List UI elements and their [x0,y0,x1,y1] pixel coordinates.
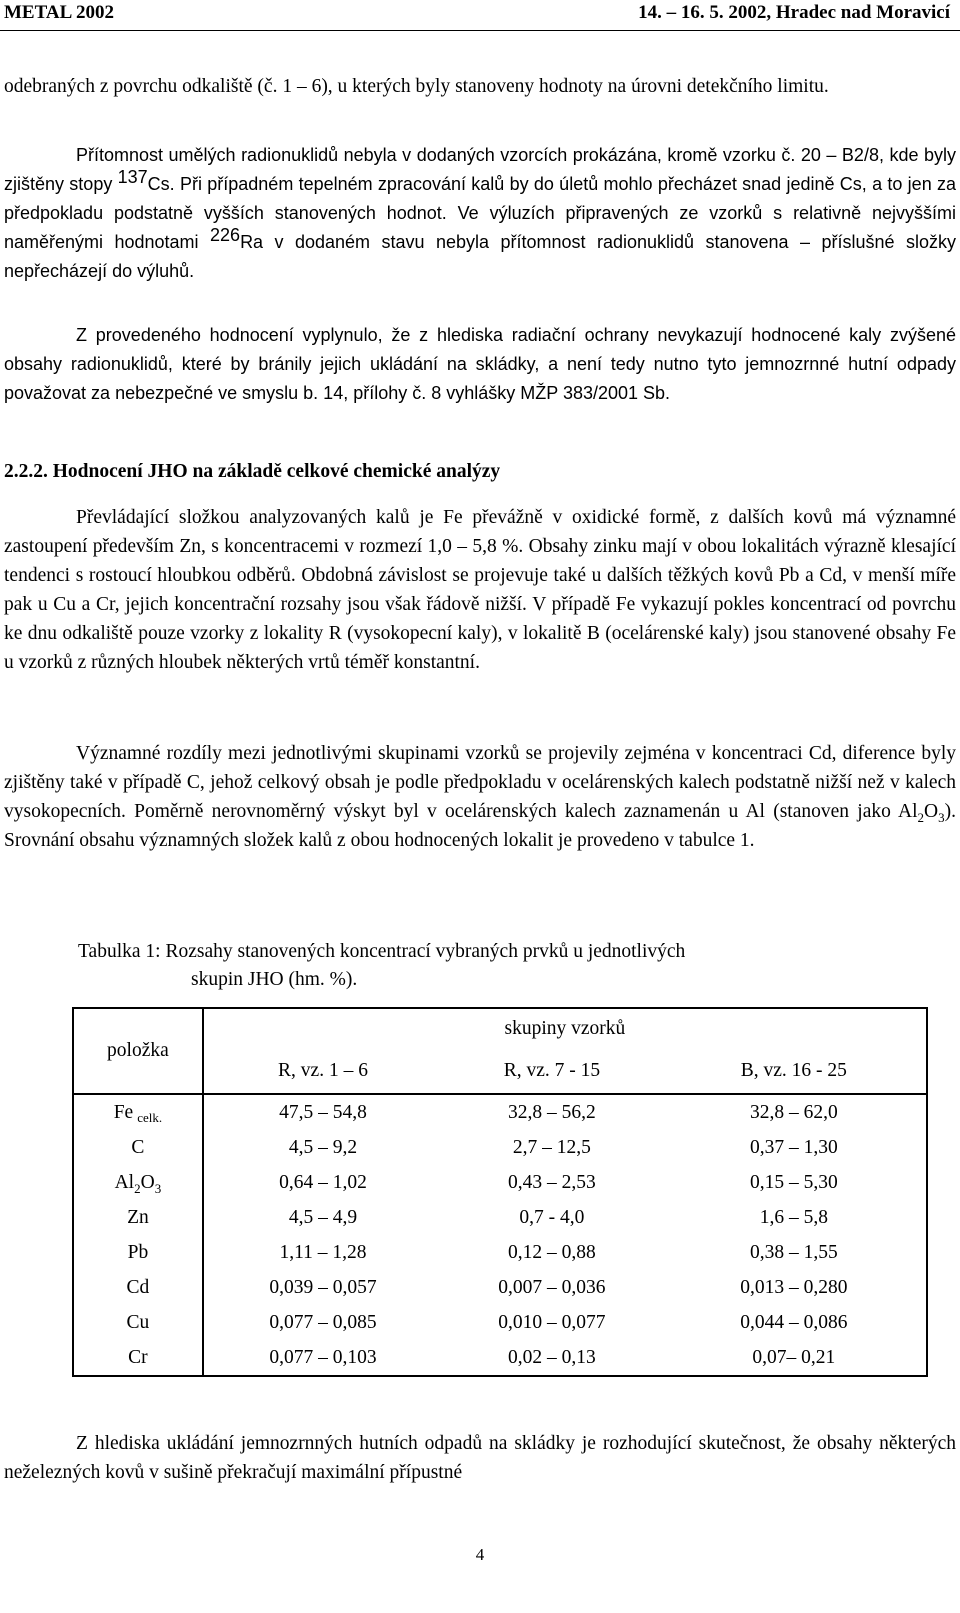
table-row [73,1270,927,1305]
table-body [73,1094,927,1376]
table-row [73,1235,927,1270]
table-cell: 0,044 – 0,086 [662,1305,927,1340]
paragraph-2 [4,141,956,286]
table-cell: 2,7 – 12,5 [512,1136,591,1158]
table-cell: 0,43 – 2,53 [508,1171,596,1193]
p2-part-b: Cs. [147,174,180,194]
p2-part-a: Přítomnost umělých radionuklidů nebyla v dodaných vzorcích prokázána, kromě vzorku č. 20 – B2/8, kde byly zjištěny stopy [4,145,956,194]
table-cell: 0,07– 0,21 [662,1340,927,1376]
row-label [73,1235,203,1270]
section-heading: 2.2.2. Hodnocení JHO na základě celkové chemické analýzy [4,461,501,482]
p2-sup-cs: 137 [117,167,148,187]
paragraph-6: Z hlediska ukládání jemnozrnných hutních odpadů na skládky je rozhodující skutečnost, že obsahy některých neželezných kovů v sušině překračují maximální přípustné [4,1433,956,1483]
caption-line-1: Tabulka 1: Rozsahy stanovených koncentrací vybraných prvků u jednotlivých [78,941,686,962]
header-polozka: položka [73,1008,203,1094]
row-label-base: Cd [126,1276,150,1298]
p5-part-a: Významné rozdíly mezi jednotlivými skupinami vzorků se projevily zejména v koncentraci Cd, diference byly zjištěny také v případě C, jehož celkový obsah je podle předpokladu v ocelárenských kalech podstatně nižší než v kalech vysokopecních. Poměrně nerovnoměrný výskyt byl v ocelárenských kalech zaznamenán u Al (stanoven jako Al [4,743,956,822]
table-cell: 32,8 – 56,2 [442,1094,661,1130]
table-row [73,1305,927,1340]
concentration-table [72,1007,928,1377]
table-row [73,1130,927,1165]
caption-line-2: skupin JHO (hm. %). [191,969,358,990]
table-cell: 0,7 - 4,0 [519,1206,585,1228]
header-skupiny: skupiny vzorků [203,1008,927,1049]
paragraph-1: odebraných z povrchu odkaliště (č. 1 – 6), u kterých byly stanoveny hodnoty na úrovni detekčního limitu. [4,76,829,97]
row-label-sub: 2 [134,1180,141,1196]
page-header [0,0,960,31]
header-col-1: R, vz. 1 – 6 [278,1060,368,1081]
p5-sub-2: 2 [917,809,925,825]
table-cell: 1,6 – 5,8 [662,1200,927,1235]
row-label-base: Cu [126,1311,150,1333]
page-number: 4 [475,1545,485,1564]
table-row [73,1200,927,1235]
table-cell: 0,077 – 0,085 [269,1311,377,1333]
row-label-sub2: 3 [154,1180,162,1196]
table-cell: 4,5 – 4,9 [288,1206,358,1228]
table-cell: 32,8 – 62,0 [662,1094,927,1130]
table-cell: 0,64 – 1,02 [279,1171,367,1193]
paragraph-4: Převládající složkou analyzovaných kalů je Fe převážně v oxidické formě, z dalších kovů má významné zastoupení především Zn, s koncentracemi v rozmezí 1,0 – 5,8 %. Obsahy zinku mají v obou lokalitách výrazně klesající tendenci s rostoucí hloubkou odběrů. Obdobná závislost se projevuje také u dalších těžkých kovů Pb a Cd, v menší míře pak u Cu a Cr, jejich koncentrační rozsahy jsou však řádově nižší. V případě Fe vykazují pokles koncentrací od povrchu ke dnu odkaliště pouze vzorky z lokality R (vysokopecní kaly), v lokalitě B (ocelárenské kaly) jsou stanovené obsahy Fe u vzorků z různých hloubek některých vrtů téměř konstantní. [4,507,956,673]
table-cell: 0,039 – 0,057 [269,1276,377,1298]
header-col-3: B, vz. 16 - 25 [662,1049,927,1094]
row-label-base: Fe [113,1101,134,1123]
table-cell: 0,15 – 5,30 [662,1165,927,1200]
row-label [73,1270,203,1305]
table-cell: 0,010 – 0,077 [498,1311,606,1333]
table-cell: 0,02 – 0,13 [442,1340,661,1376]
row-label [73,1094,203,1130]
table-row [73,1340,927,1376]
row-label [73,1165,203,1200]
table-cell: 1,11 – 1,28 [279,1241,367,1263]
table-cell: 47,5 – 54,8 [203,1094,442,1130]
paragraph-5 [4,739,956,855]
p2-sup-ra: 226 [210,225,241,245]
table-row [73,1094,927,1130]
row-label-sub: celk. [137,1110,163,1126]
paragraph-3: Z provedeného hodnocení vyplynulo, že z hlediska radiační ochrany nevykazují hodnocené kaly zvýšené obsahy radionuklidů, které by bránily jejich ukládání na skládky, a není tedy nutno tyto jemnozrnné hutní odpady považovat za nebezpečné ve smyslu b. 14, přílohy č. 8 vyhlášky MŽP 383/2001 Sb. [4,325,956,403]
p5-sub-3: 3 [938,809,945,825]
row-label-base: Zn [127,1206,149,1228]
conference-date-place: 14. – 16. 5. 2002, Hradec nad Moravicí [638,2,950,23]
row-label [73,1340,203,1376]
row-label [73,1200,203,1235]
row-label-base: C [131,1136,145,1158]
table-row [73,1165,927,1200]
table-caption [78,938,898,994]
table-cell: 0,37 – 1,30 [662,1130,927,1165]
conference-name: METAL 2002 [4,2,114,23]
header-col-2: R, vz. 7 - 15 [503,1060,601,1081]
p5-part-b: O [924,801,939,822]
p2-part-c: Při případném tepelném zpracování kalů by do úletů mohlo přecházet snad jedině Cs, a to jen za předpokladu podstatně vyšších stanovených hodnot. Ve výluzích připravených ze vzorků s relativně nejvyššími naměřenými hodnotami [4,174,956,252]
row-label [73,1305,203,1340]
row-label-base: Al [114,1171,135,1193]
table-cell: 0,013 – 0,280 [662,1270,927,1305]
row-label-base: Cr [128,1346,148,1368]
table-cell: 0,12 – 0,88 [508,1241,596,1263]
row-label [73,1130,203,1165]
table-cell: 0,007 – 0,036 [498,1276,606,1298]
table-cell: 0,077 – 0,103 [203,1340,442,1376]
row-label-base: Pb [127,1241,149,1263]
table-cell: 0,38 – 1,55 [662,1235,927,1270]
row-label-base2: O [140,1171,155,1193]
table-cell: 4,5 – 9,2 [288,1136,358,1158]
p2-part-d: Ra v dodaném stavu nebyla přítomnost radionuklidů stanovena – příslušné složky nepřecházejí do výluhů. [4,232,956,281]
p5-part-c: ). Srovnání obsahu významných složek kalů z obou hodnocených lokalit je provedeno v tabulce 1. [4,801,956,851]
